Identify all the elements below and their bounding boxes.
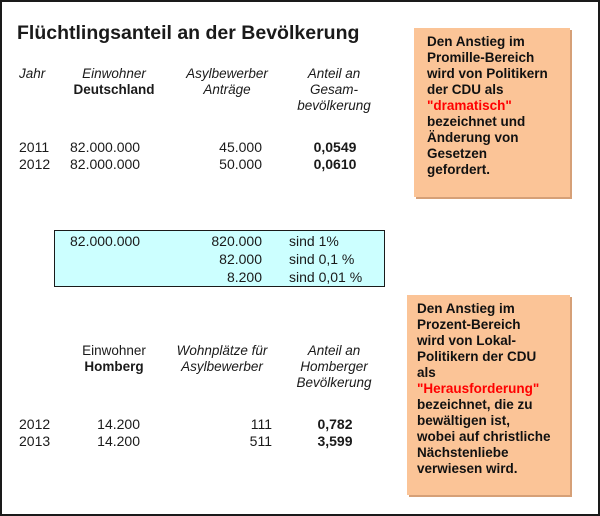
header-share-line3: Bevölkerung: [296, 375, 372, 390]
note-line: Politikern der CDU: [417, 349, 537, 364]
note-line: Änderung von: [427, 130, 519, 145]
header-share-line1: Anteil an: [307, 343, 361, 358]
note-line: als: [417, 365, 436, 380]
header-asylum-applications: [172, 66, 282, 98]
calc-population: 82.000.000: [70, 233, 141, 249]
note-line: wird von Politikern: [427, 66, 548, 81]
note-line: verwiesen wird.: [417, 461, 518, 476]
table-row-places: 511: [249, 433, 272, 449]
table-row-share: 0,0549: [313, 139, 357, 155]
callout-note-dramatic: [414, 28, 570, 197]
note-line: Den Anstieg im: [417, 301, 515, 316]
header-share-line2: Homberger: [300, 359, 368, 374]
header-share-line2: Gesam-: [309, 82, 358, 97]
calc-value: 820.000: [211, 233, 262, 249]
table-row-share: 3,599: [317, 433, 353, 449]
table-row-population: 82.000.000: [70, 139, 141, 155]
note-line: Gesetzen: [427, 146, 488, 161]
table-row-share: 0,0610: [313, 156, 357, 172]
header-population-germany: [62, 66, 166, 98]
header-share-homberg-population: [292, 343, 376, 391]
header-population-line1: Einwohner: [82, 66, 146, 81]
callout-note-challenge: [407, 295, 570, 495]
table-row-share: 0,782: [317, 416, 353, 432]
table-row-year: 2012: [19, 416, 51, 432]
table-row-applications: 45.000: [219, 139, 262, 155]
note-line: Prozent-Bereich: [417, 317, 521, 332]
calc-label: sind 0,1 %: [289, 251, 355, 267]
header-places-line2: Asylbewerber: [181, 359, 263, 374]
calc-value: 8.200: [226, 269, 262, 285]
page-title: Flüchtlingsanteil an der Bevölkerung: [17, 22, 360, 44]
note-line: Promille-Bereich: [427, 50, 535, 65]
note-line: bezeichnet und: [427, 114, 526, 129]
header-population-line2: Homberg: [84, 359, 144, 374]
table-row-year: 2011: [19, 139, 50, 155]
note-line: der CDU als: [427, 82, 504, 97]
note-line: Nächstenliebe: [417, 445, 509, 460]
table-row-population: 82.000.000: [70, 156, 141, 172]
table-row-population: 14.200: [97, 416, 140, 432]
header-year: Jahr: [19, 66, 46, 81]
table-row-population: 14.200: [97, 433, 140, 449]
calc-value: 82.000: [219, 251, 262, 267]
calc-label: sind 1%: [289, 233, 339, 249]
note-line: bewältigen ist,: [417, 413, 511, 428]
table-row-places: 111: [250, 416, 272, 432]
note-highlight: "dramatisch": [427, 98, 512, 113]
note-line: wobei auf christliche: [417, 429, 551, 444]
header-applications-line2: Anträge: [203, 82, 251, 97]
header-share-line3: bevölkerung: [297, 98, 371, 113]
note-line: bezeichnet, die zu: [417, 397, 533, 412]
header-housing-places: [167, 343, 277, 375]
note-highlight: "Herausforderung": [417, 381, 540, 396]
header-population-line1: Einwohner: [82, 343, 146, 358]
note-line: gefordert.: [427, 162, 491, 177]
header-population-homberg: [62, 343, 166, 375]
header-share-line1: Anteil an: [307, 66, 361, 81]
table-row-year: 2012: [19, 156, 51, 172]
table-row-applications: 50.000: [219, 156, 262, 172]
calc-label: sind 0,01 %: [289, 269, 363, 285]
table-row-year: 2013: [19, 433, 51, 449]
note-line: Den Anstieg im: [427, 34, 525, 49]
header-population-line2: Deutschland: [73, 82, 155, 97]
note-line: wird von Lokal-: [417, 333, 517, 348]
header-applications-line1: Asylbewerber: [186, 66, 268, 81]
header-places-line1: Wohnplätze für: [176, 343, 268, 358]
header-share-total-population: [292, 66, 376, 114]
